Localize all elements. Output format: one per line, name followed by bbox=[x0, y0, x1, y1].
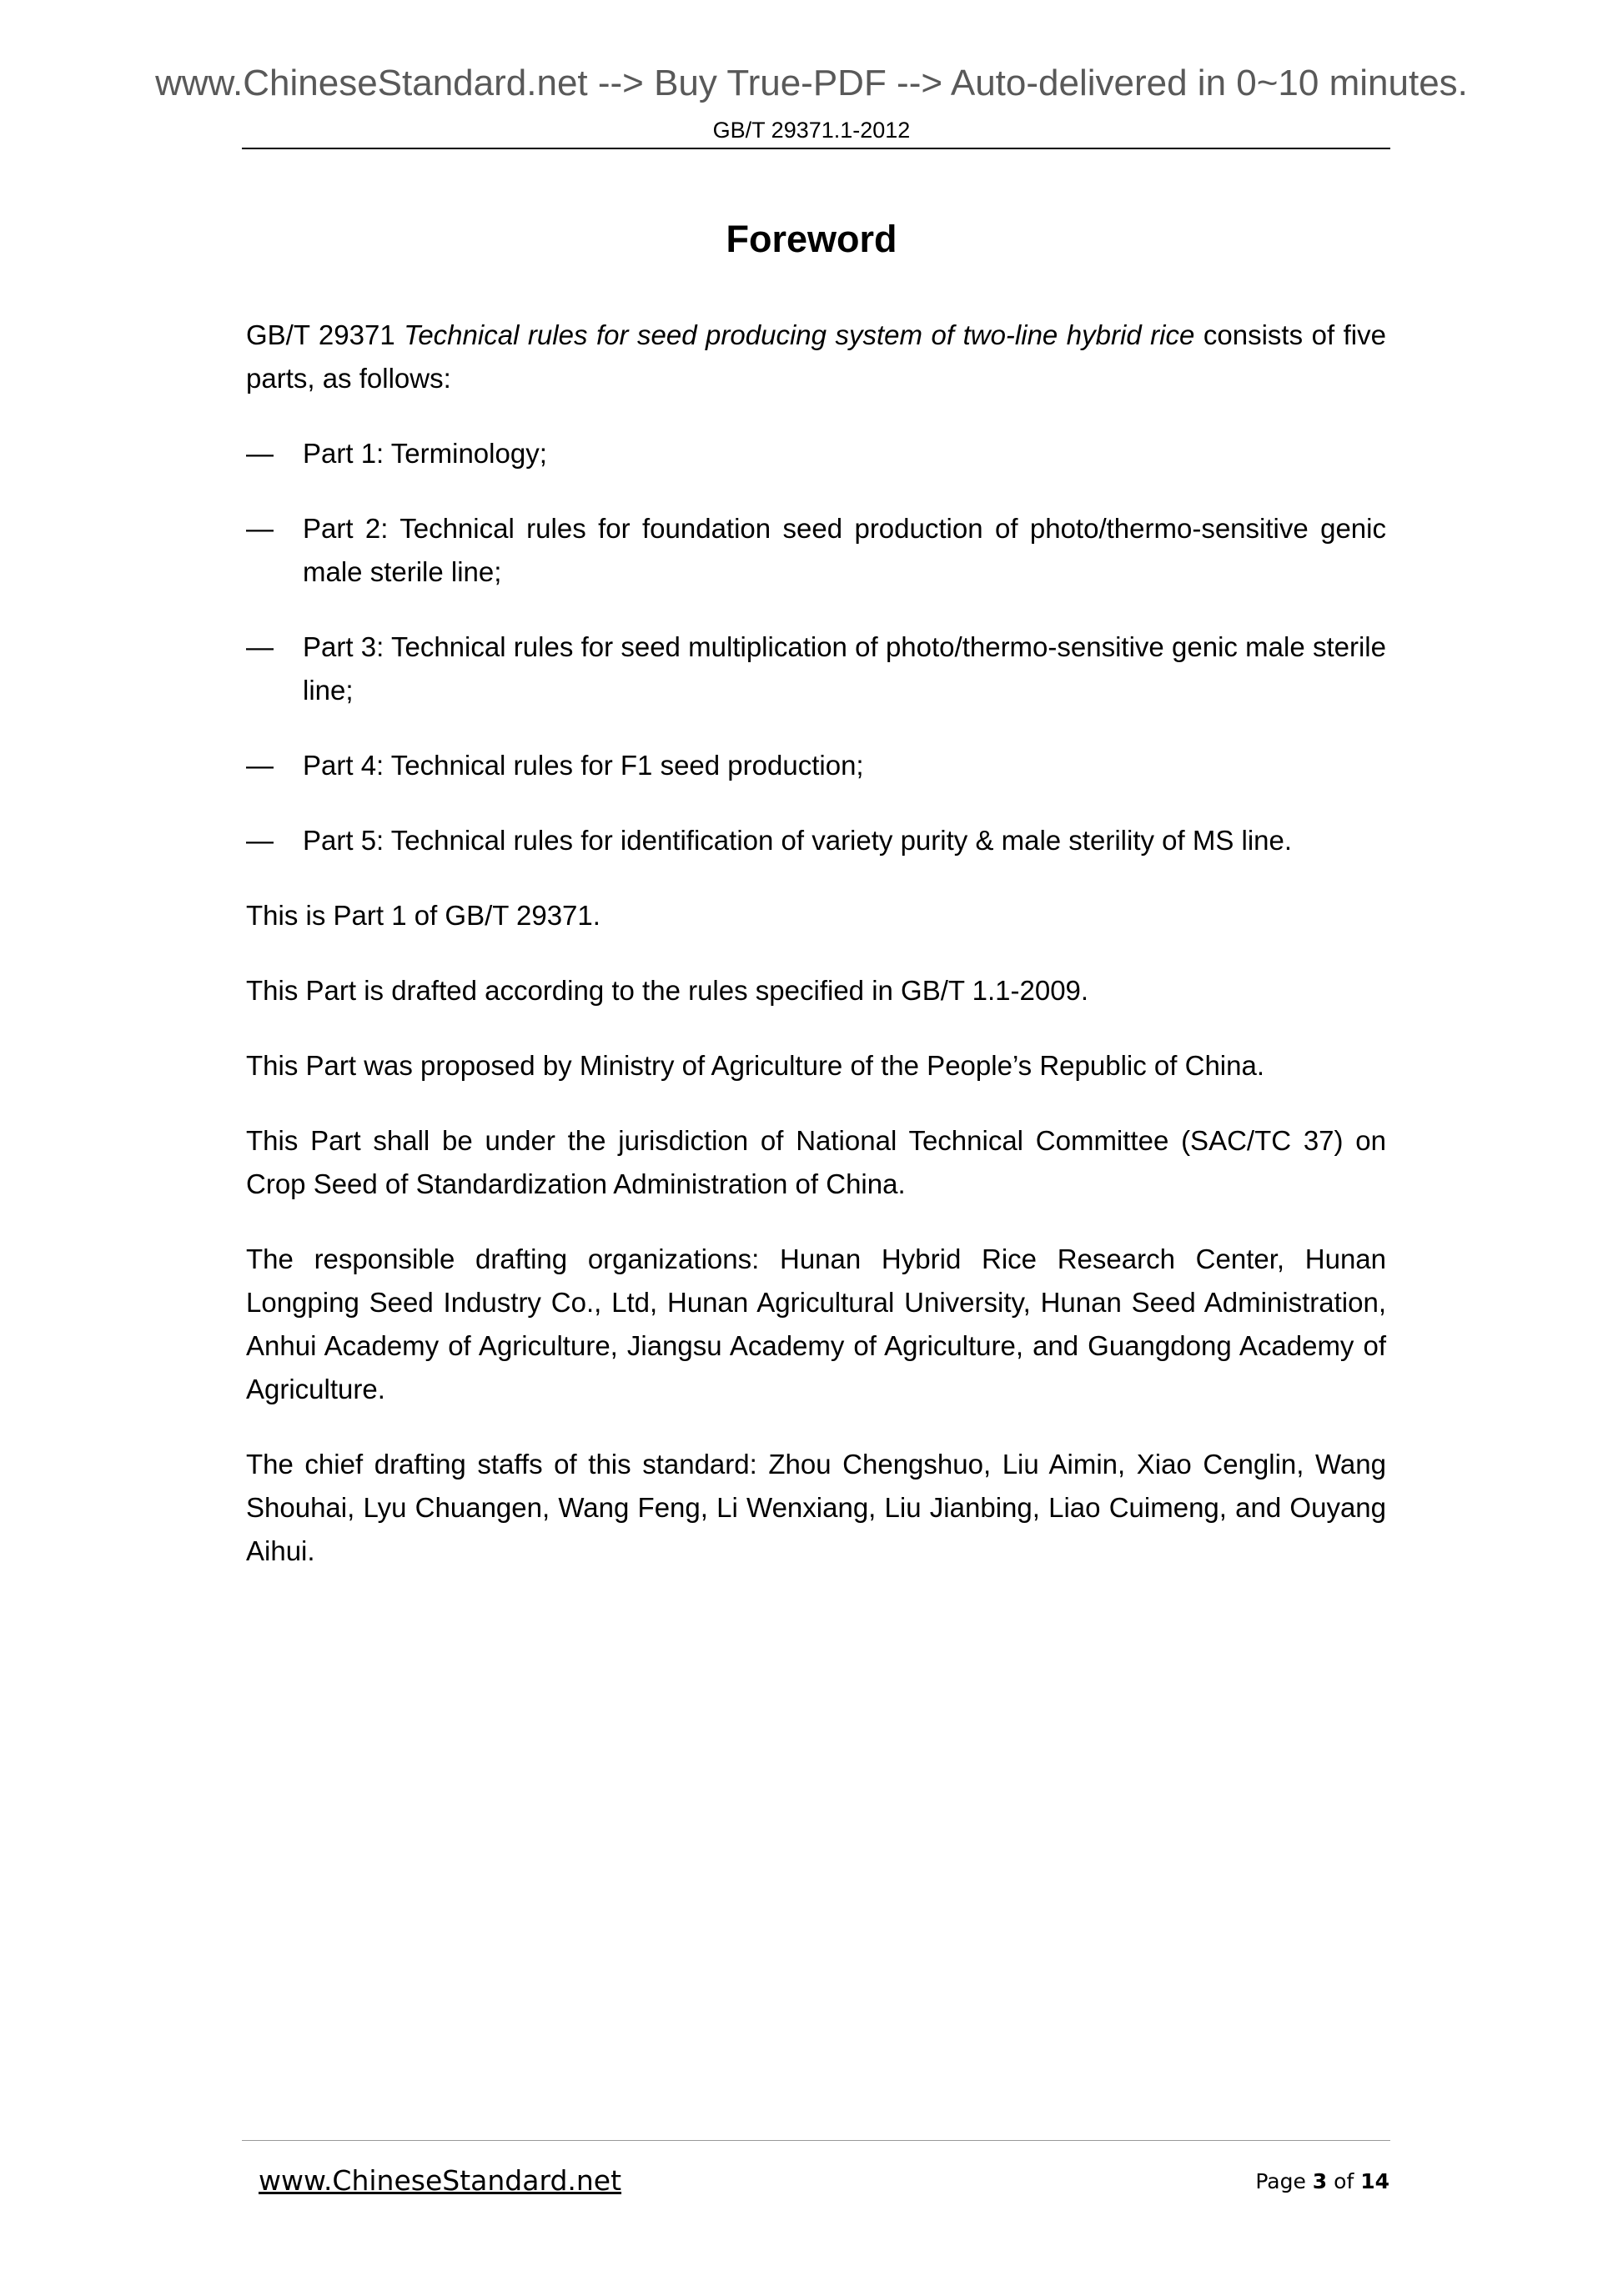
footer-divider bbox=[242, 2140, 1390, 2141]
list-item-text: Part 1: Terminology; bbox=[303, 438, 547, 469]
top-banner[interactable]: www.ChineseStandard.net --> Buy True-PDF --> Auto-delivered in 0~10 minutes. bbox=[155, 63, 1468, 103]
paragraph: The chief drafting staffs of this standard: Zhou Chengshuo, Liu Aimin, Xiao Cenglin, Wang Shouhai, Lyu Chuangen, Wang Feng, Li Wenxiang, Liu Jianbing, Liao Cuimeng, and Ouyang Aihui. bbox=[246, 1449, 1386, 1566]
list-dash: — bbox=[246, 750, 274, 781]
list-dash: — bbox=[246, 825, 274, 856]
standard-title: Technical rules for seed producing system of two-line hybrid rice bbox=[404, 319, 1195, 350]
list-item-text: Part 4: Technical rules for F1 seed production; bbox=[303, 750, 864, 781]
page-number: Page 3 of 14 bbox=[1255, 2169, 1389, 2193]
paragraph: The responsible drafting organizations: Hunan Hybrid Rice Research Center, Hunan Longping Seed Industry Co., Ltd, Hunan Agricultural University, Hunan Seed Administration, Anhui Academy of Agriculture, Jiangsu Academy of Agriculture, and Guangdong Academy of Agriculture. bbox=[246, 1243, 1386, 1404]
paragraph: This Part shall be under the jurisdiction of National Technical Committee (SAC/TC 37) on Crop Seed of Standardization Administration of China. bbox=[246, 1125, 1386, 1199]
list-item-text: Part 3: Technical rules for seed multiplication of photo/thermo-sensitive genic male sterile line; bbox=[303, 631, 1386, 706]
page-title: Foreword bbox=[726, 218, 897, 260]
list-item bbox=[246, 507, 1386, 594]
footer-site-link[interactable]: www.ChineseStandard.net bbox=[259, 2164, 622, 2197]
list-item bbox=[246, 819, 1386, 862]
paragraph: This Part is drafted according to the rules specified in GB/T 1.1-2009. bbox=[246, 975, 1089, 1006]
standard-code: GB/T 29371.1-2012 bbox=[712, 118, 911, 143]
list-item bbox=[246, 432, 1386, 475]
list-dash: — bbox=[246, 438, 274, 469]
list-item-text: Part 5: Technical rules for identification of variety purity & male sterility of MS line. bbox=[303, 825, 1293, 856]
intro-paragraph: GB/T 29371 Technical rules for seed producing system of two-line hybrid rice consists of five parts, as follows: bbox=[246, 319, 1386, 394]
foreword-body bbox=[246, 314, 1386, 1605]
list-dash: — bbox=[246, 631, 274, 662]
list-item-text: Part 2: Technical rules for foundation seed production of photo/thermo-sensitive genic male sterile line; bbox=[303, 513, 1386, 587]
list-item bbox=[246, 625, 1386, 712]
list-item bbox=[246, 744, 1386, 787]
list-dash: — bbox=[246, 513, 274, 544]
paragraph: This Part was proposed by Ministry of Agriculture of the People’s Republic of China. bbox=[246, 1050, 1264, 1081]
header-divider bbox=[242, 148, 1390, 149]
paragraph: This is Part 1 of GB/T 29371. bbox=[246, 900, 600, 931]
